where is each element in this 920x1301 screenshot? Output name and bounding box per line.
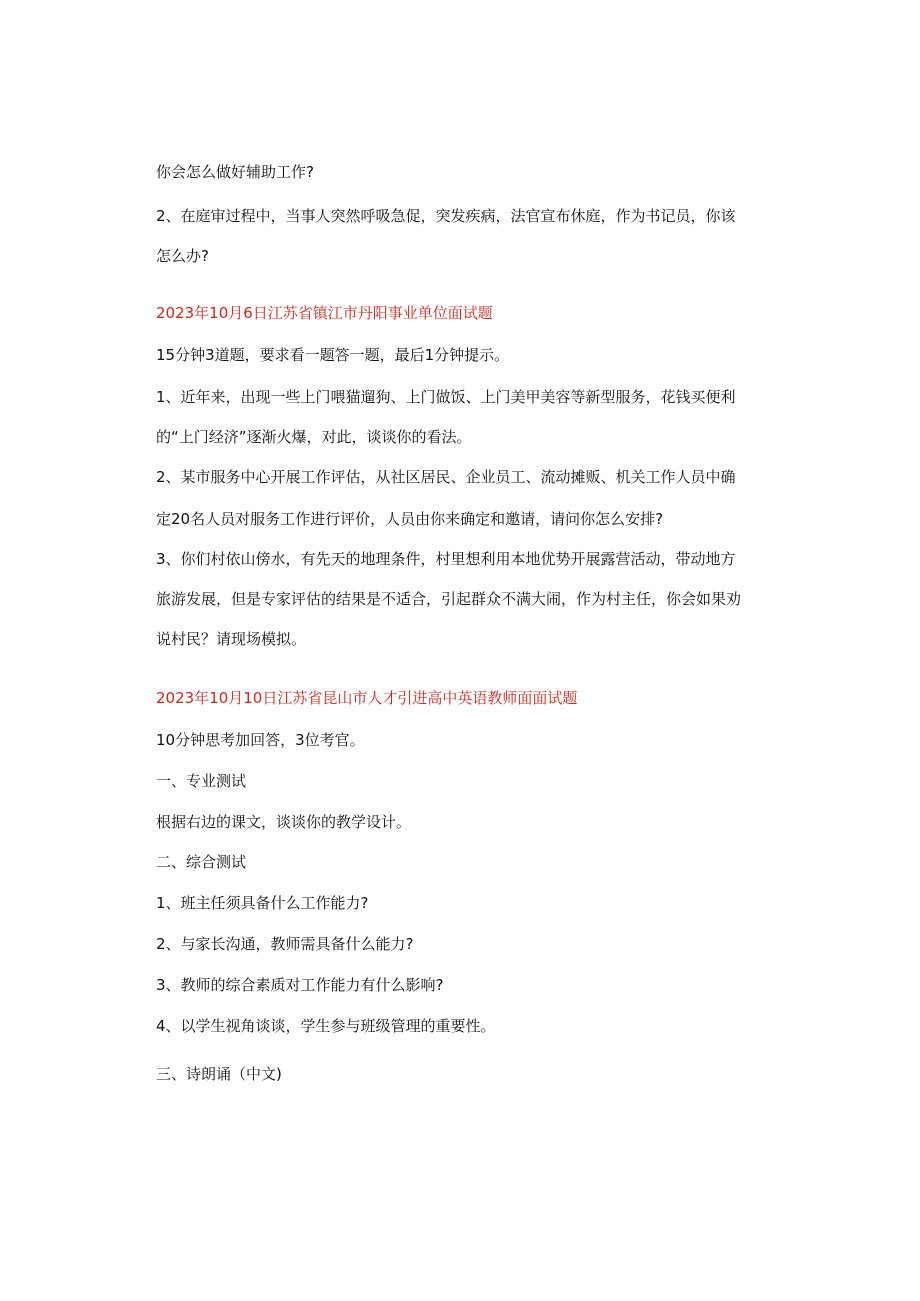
instruction-line: 15分钟3道题，要求看一题答一题，最后1分钟提示。 (156, 346, 510, 364)
question-line: 1、近年来，出现一些上门喂猫遛狗、上门做饭、上门美甲美容等新型服务，花钱买便利 (156, 388, 736, 406)
question-line: 怎么办? (156, 247, 209, 265)
question-line: 旅游发展，但是专家评估的结果是不适合，引起群众不满大闹，作为村主任，你会如果劝 (156, 590, 742, 608)
question-line: 3、教师的综合素质对工作能力有什么影响? (156, 976, 444, 994)
subsection-heading: 三、诗朗诵（中文) (156, 1065, 282, 1083)
question-line: 4、以学生视角谈谈，学生参与班级管理的重要性。 (156, 1017, 496, 1035)
instruction-line: 10分钟思考加回答，3位考官。 (156, 731, 365, 749)
question-line: 定20名人员对服务工作进行评价，人员由你来确定和邀请，请问你怎么安排? (156, 510, 664, 528)
paragraph-line: 根据右边的课文，谈谈你的教学设计。 (156, 813, 412, 831)
question-line: 的“上门经济”逐渐火爆，对此，谈谈你的看法。 (156, 428, 472, 446)
subsection-heading: 一、专业测试 (156, 772, 247, 790)
paragraph-line: 你会怎么做好辅助工作? (156, 163, 314, 181)
subsection-heading: 二、综合测试 (156, 853, 247, 871)
question-line: 说村民？请现场模拟。 (156, 630, 307, 648)
question-line: 3、你们村依山傍水，有先天的地理条件，村里想利用本地优势开展露营活动，带动地方 (156, 550, 736, 568)
question-line: 2、与家长沟通，教师需具备什么能力? (156, 935, 414, 953)
question-line: 1、班主任须具备什么工作能力? (156, 894, 369, 912)
section-heading: 2023年10月6日江苏省镇江市丹阳事业单位面试题 (156, 304, 493, 322)
question-line: 2、某市服务中心开展工作评估，从社区居民、企业员工、流动摊贩、机关工作人员中确 (156, 468, 736, 486)
section-heading: 2023年10月10日江苏省昆山市人才引进高中英语教师面面试题 (156, 689, 578, 707)
question-line: 2、在庭审过程中，当事人突然呼吸急促，突发疾病，法官宣布休庭，作为书记员，你该 (156, 207, 736, 225)
